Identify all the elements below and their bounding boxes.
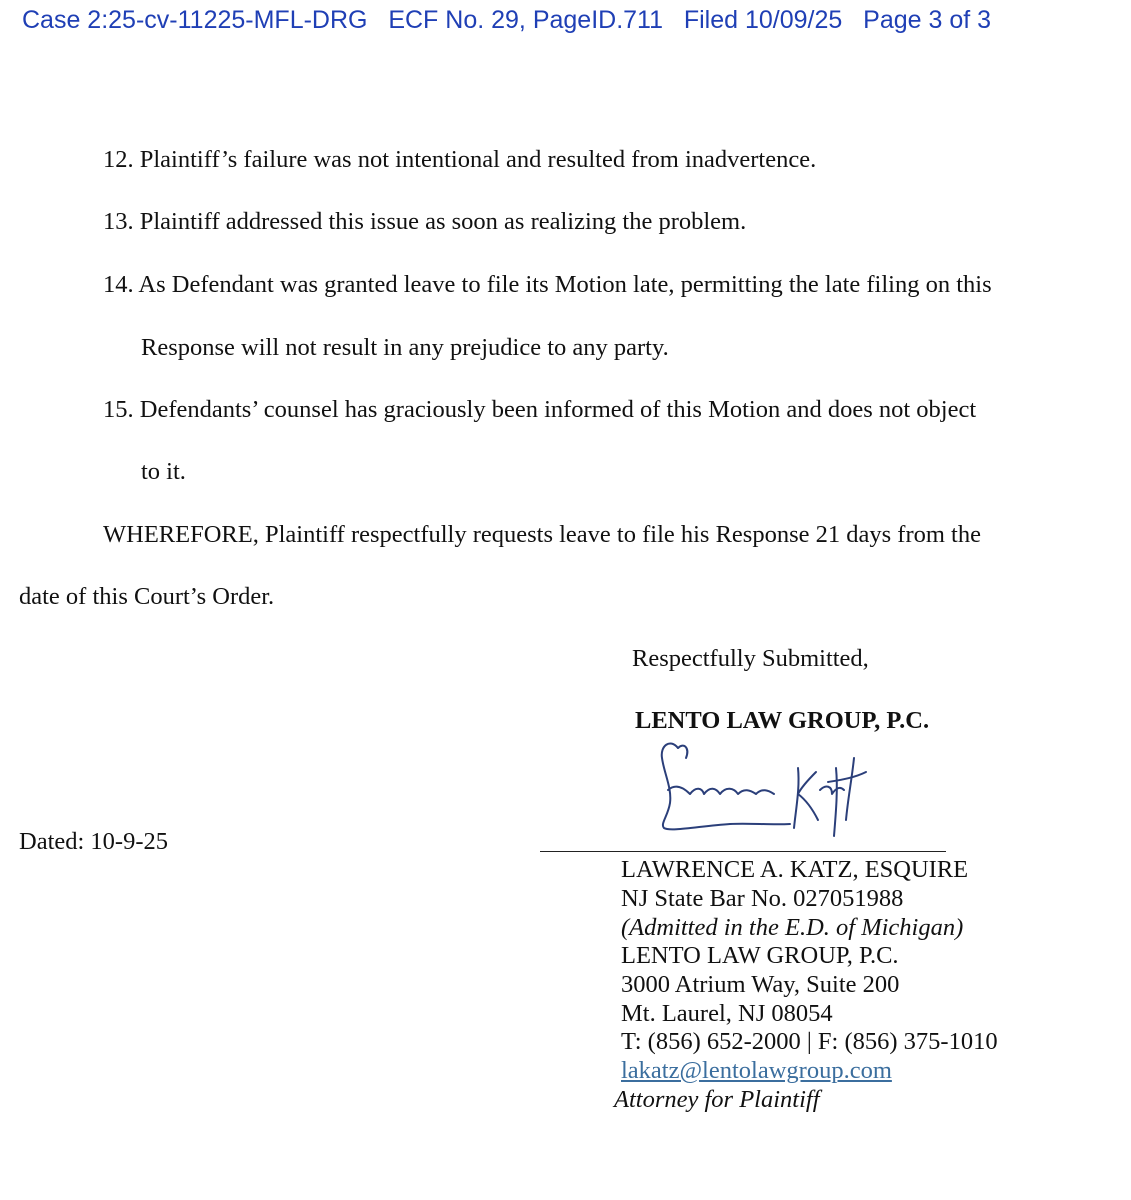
paragraph-text: to it. bbox=[141, 458, 186, 485]
address-city: Mt. Laurel, NJ 08054 bbox=[621, 1000, 833, 1027]
ecf-page-id: ECF No. 29, PageID.711 bbox=[388, 6, 664, 34]
handwritten-signature bbox=[640, 728, 880, 843]
paragraph-13 bbox=[103, 207, 746, 237]
paragraph-15-continued bbox=[141, 457, 186, 487]
wherefore-text: WHEREFORE, Plaintiff respectfully requests leave to file his Response 21 days from the bbox=[103, 521, 981, 548]
paragraph-text: Response will not result in any prejudice to any party. bbox=[141, 334, 669, 361]
admission-note: (Admitted in the E.D. of Michigan) bbox=[621, 914, 964, 941]
paragraph-text: As Defendant was granted leave to file its Motion late, permitting the late filing on this bbox=[138, 271, 992, 298]
address-street: 3000 Atrium Way, Suite 200 bbox=[621, 971, 900, 998]
attorney-role: Attorney for Plaintiff bbox=[614, 1086, 820, 1113]
case-number: Case 2:25-cv-11225-MFL-DRG bbox=[22, 6, 368, 34]
paragraph-text: Defendants’ counsel has graciously been informed of this Motion and does not object bbox=[139, 396, 977, 423]
email-link[interactable]: lakatz@lentolawgroup.com bbox=[621, 1057, 892, 1084]
ecf-header bbox=[22, 6, 991, 35]
page-indicator: Page 3 of 3 bbox=[863, 6, 992, 34]
paragraph-number: 14. bbox=[103, 271, 134, 298]
dated-line: Dated: 10-9-25 bbox=[19, 828, 168, 855]
firm-name-heading: LENTO LAW GROUP, P.C. bbox=[635, 707, 930, 734]
paragraph-12 bbox=[103, 145, 816, 175]
paragraph-number: 13. bbox=[103, 208, 134, 235]
filed-date: Filed 10/09/25 bbox=[683, 6, 843, 34]
paragraph-text: Plaintiff’s failure was not intentional and resulted from inadvertence. bbox=[139, 146, 817, 173]
paragraph-14-continued bbox=[141, 333, 669, 363]
email-link-line bbox=[621, 1057, 892, 1085]
paragraph-text: Plaintiff addressed this issue as soon as realizing the problem. bbox=[139, 208, 747, 235]
phone-fax: T: (856) 652-2000 | F: (856) 375-1010 bbox=[621, 1028, 998, 1055]
firm-name: LENTO LAW GROUP, P.C. bbox=[621, 942, 899, 969]
paragraph-14 bbox=[103, 270, 992, 300]
paragraph-number: 12. bbox=[103, 146, 134, 173]
signature-line bbox=[540, 851, 946, 852]
paragraph-number: 15. bbox=[103, 396, 134, 423]
wherefore-clause bbox=[103, 520, 981, 550]
wherefore-text: date of this Court’s Order. bbox=[19, 583, 275, 610]
wherefore-clause-continued bbox=[19, 582, 274, 612]
paragraph-15 bbox=[103, 395, 976, 425]
respectfully-submitted: Respectfully Submitted, bbox=[632, 645, 869, 672]
attorney-name: LAWRENCE A. KATZ, ESQUIRE bbox=[621, 856, 969, 883]
bar-number: NJ State Bar No. 027051988 bbox=[621, 885, 904, 912]
